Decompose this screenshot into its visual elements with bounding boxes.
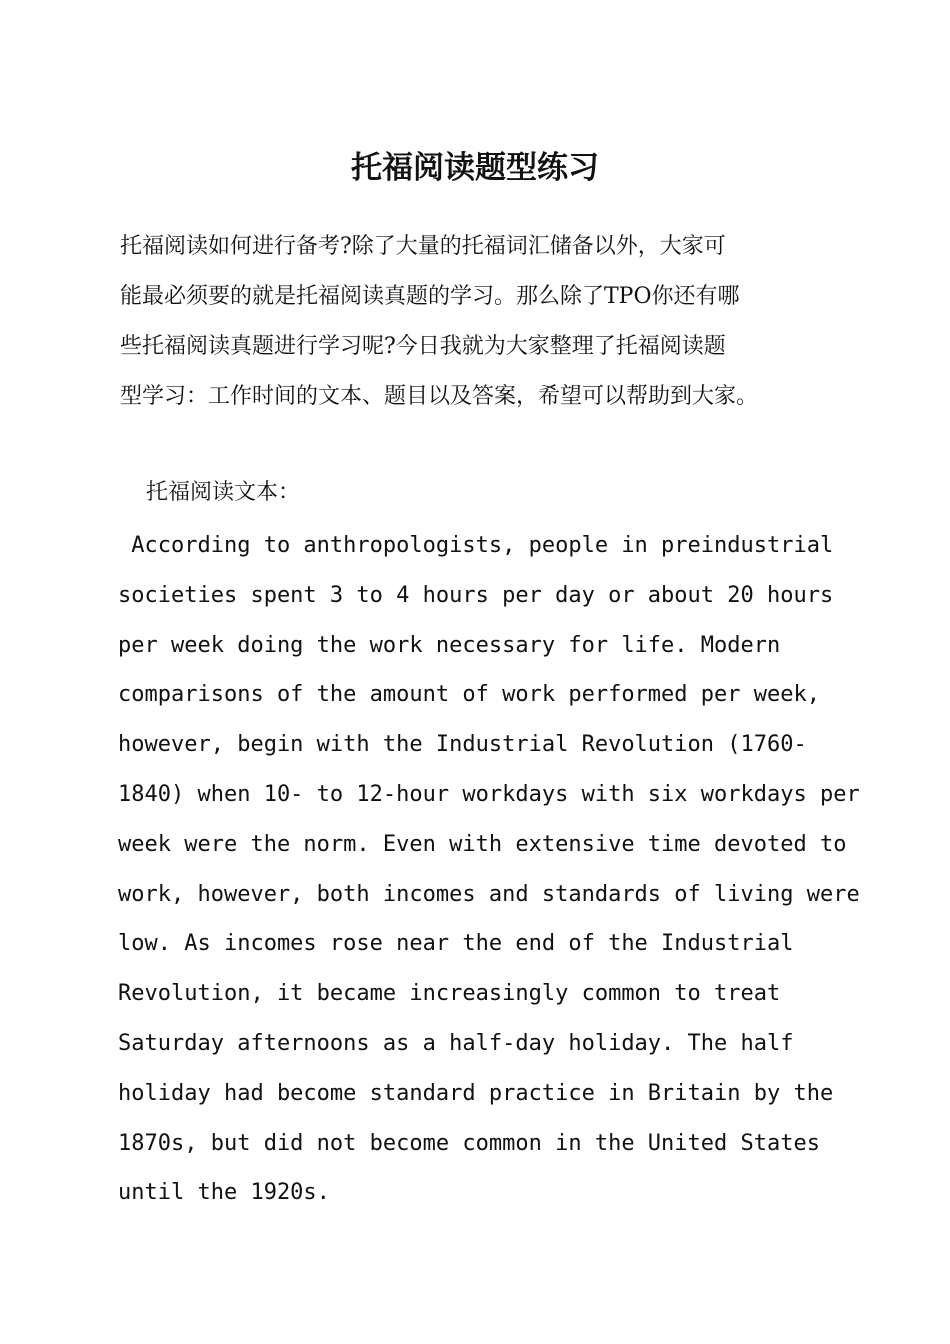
passage-line: societies spent 3 to 4 hours per day or about 20 hours bbox=[118, 582, 834, 608]
intro-line: 型学习：工作时间的文本、题目以及答案，希望可以帮助到大家。 bbox=[120, 384, 759, 409]
intro-paragraph bbox=[120, 222, 845, 422]
passage-line: low. As incomes rose near the end of the Industrial bbox=[118, 931, 794, 957]
section-label: 托福阅读文本： bbox=[146, 480, 301, 505]
passage-line: until the 1920s. bbox=[118, 1180, 330, 1206]
intro-line: 能最必须要的就是托福阅读真题的学习。那么除了TPO你还有哪 bbox=[120, 284, 740, 309]
document-title: 托福阅读题型练习 bbox=[351, 150, 599, 186]
passage-line: Revolution, it became increasingly common to treat bbox=[118, 981, 781, 1007]
passage-line: week were the norm. Even with extensive time devoted to bbox=[118, 831, 847, 857]
passage-line: 1840) when 10- to 12-hour workdays with six workdays per bbox=[118, 781, 860, 807]
intro-line: 些托福阅读真题进行学习呢?今日我就为大家整理了托福阅读题 bbox=[120, 334, 726, 359]
passage-line: work, however, both incomes and standards of living were bbox=[118, 881, 860, 907]
intro-line: 托福阅读如何进行备考?除了大量的托福词汇储备以外，大家可 bbox=[120, 234, 726, 259]
passage-line: per week doing the work necessary for life. Modern bbox=[118, 632, 781, 658]
passage-line: comparisons of the amount of work performed per week, bbox=[118, 682, 820, 708]
passage-line: Saturday afternoons as a half-day holiday. The half bbox=[118, 1030, 794, 1056]
reading-passage bbox=[118, 521, 860, 1218]
passage-line: holiday had become standard practice in Britain by the bbox=[118, 1080, 834, 1106]
passage-line: however, begin with the Industrial Revolution (1760- bbox=[118, 732, 807, 758]
passage-line: According to anthropologists, people in preindustrial bbox=[118, 533, 834, 558]
passage-line: 1870s, but did not become common in the United States bbox=[118, 1130, 820, 1156]
